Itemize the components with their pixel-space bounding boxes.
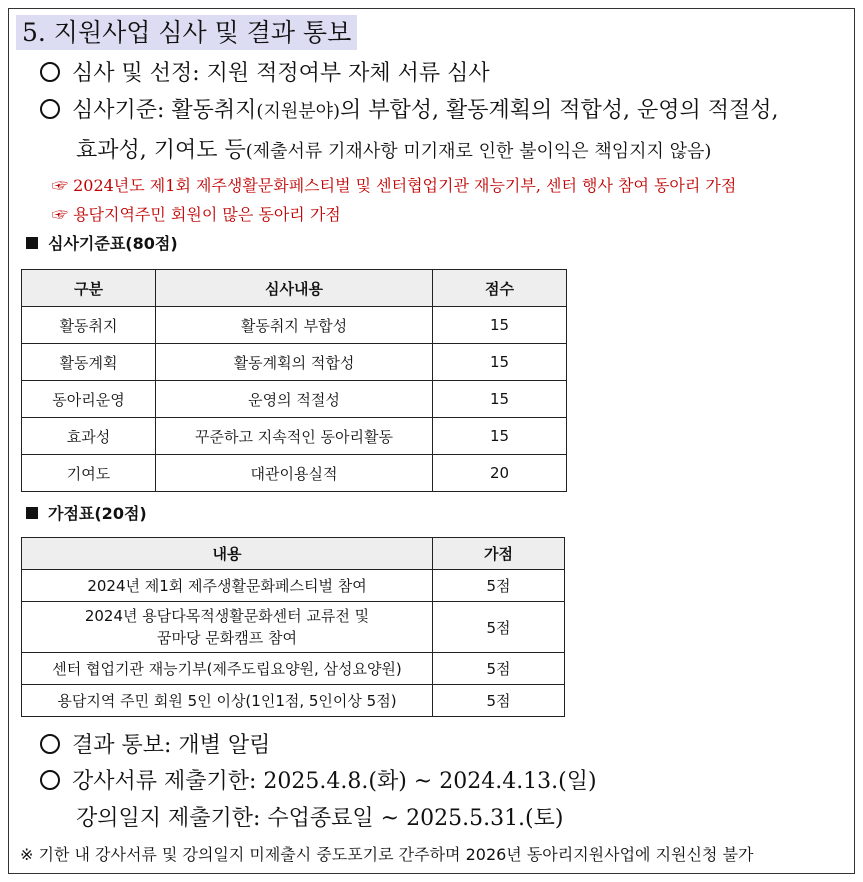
table-row	[22, 381, 567, 418]
circle-bullet-icon	[40, 734, 60, 754]
section-title: 5. 지원사업 심사 및 결과 통보	[16, 15, 357, 50]
cell-content: 센터 협업기관 재능기부(제주도립요양원, 삼성요양원)	[22, 653, 433, 685]
criteria-heading	[26, 233, 178, 255]
table-row	[22, 418, 567, 455]
bullet-criteria-line2	[76, 135, 711, 168]
header-content: 내용	[22, 538, 433, 570]
cell-content: 용담지역 주민 회원 5인 이상(1인1점, 5인이상 5점)	[22, 685, 433, 717]
circle-bullet-icon	[40, 770, 60, 790]
cell-bonus: 5점	[433, 602, 565, 653]
cell-category: 효과성	[22, 418, 156, 455]
bullet-paren: (지원분야)	[256, 101, 341, 122]
cell-content: 대관이용실적	[156, 455, 433, 492]
table-row	[22, 602, 565, 653]
bonus-note-1: ☞ 2024년도 제1회 제주생활문화페스티벌 및 센터협업기관 재능기부, 센터 행사 참여 동아리 가점	[52, 176, 737, 195]
table-row	[22, 570, 565, 602]
bonus-heading	[26, 503, 147, 525]
cell-score: 15	[433, 418, 567, 455]
table-header-row	[22, 538, 565, 570]
cell-score: 15	[433, 344, 567, 381]
bonus-table	[21, 537, 565, 717]
footnote: ※ 기한 내 강사서류 및 강의일지 미제출시 중도포기로 간주하며 2026년 동아리지원사업에 지원신청 불가	[20, 845, 754, 864]
cell-score: 15	[433, 307, 567, 344]
bullet-result	[40, 730, 270, 762]
circle-bullet-icon	[40, 99, 60, 119]
cell-content: 2024년 제1회 제주생활문화페스티벌 참여	[22, 570, 433, 602]
cell-content: 2024년 용담다목적생활문화센터 교류전 및 꿈마당 문화캠프 참여	[22, 602, 433, 653]
table-row	[22, 455, 567, 492]
cell-content: 활동취지 부합성	[156, 307, 433, 344]
cell-content: 꾸준하고 지속적인 동아리활동	[156, 418, 433, 455]
bullet-instructor-docs	[40, 766, 597, 798]
cell-content: 운영의 적절성	[156, 381, 433, 418]
table-row	[22, 653, 565, 685]
bullet-criteria	[40, 95, 779, 128]
bullet-screening	[40, 58, 490, 90]
table-row	[22, 344, 567, 381]
header-content: 심사내용	[156, 270, 433, 307]
header-score: 점수	[433, 270, 567, 307]
cell-category: 기여도	[22, 455, 156, 492]
cell-score: 20	[433, 455, 567, 492]
header-category: 구분	[22, 270, 156, 307]
cell-score: 15	[433, 381, 567, 418]
criteria-table	[21, 269, 567, 492]
cell-category: 활동계획	[22, 344, 156, 381]
bullet-paren: (제출서류 기재사항 미기재로 인한 불이익은 책임지지 않음)	[245, 141, 712, 162]
table-row	[22, 307, 567, 344]
bonus-note-2: ☞ 용담지역주민 회원이 많은 동아리 가점	[52, 205, 341, 224]
circle-bullet-icon	[40, 62, 60, 82]
criteria-heading-text: 심사기준표(80점)	[48, 234, 178, 253]
cell-content: 활동계획의 적합성	[156, 344, 433, 381]
bullet-text: 결과 통보: 개별 알림	[72, 733, 271, 758]
bullet-text: 심사기준: 활동취지	[72, 98, 257, 123]
bonus-heading-text: 가점표(20점)	[48, 504, 147, 523]
bullet-text: 효과성, 기여도 등	[76, 138, 246, 163]
square-bullet-icon	[26, 507, 38, 519]
cell-bonus: 5점	[433, 570, 565, 602]
header-bonus: 가점	[433, 538, 565, 570]
table-row	[22, 685, 565, 717]
bullet-text: 강사서류 제출기한: 2025.4.8.(화) ~ 2024.4.13.(일)	[72, 769, 597, 794]
cell-category: 활동취지	[22, 307, 156, 344]
cell-bonus: 5점	[433, 685, 565, 717]
cell-category: 동아리운영	[22, 381, 156, 418]
bullet-text: 심사 및 선정: 지원 적정여부 자체 서류 심사	[72, 61, 490, 86]
bullet-text-rest: 의 부합성, 활동계획의 적합성, 운영의 적절성,	[340, 98, 779, 123]
table-header-row	[22, 270, 567, 307]
square-bullet-icon	[26, 237, 38, 249]
cell-bonus: 5점	[433, 653, 565, 685]
bullet-lecture-log: 강의일지 제출기한: 수업종료일 ~ 2025.5.31.(토)	[76, 806, 564, 831]
